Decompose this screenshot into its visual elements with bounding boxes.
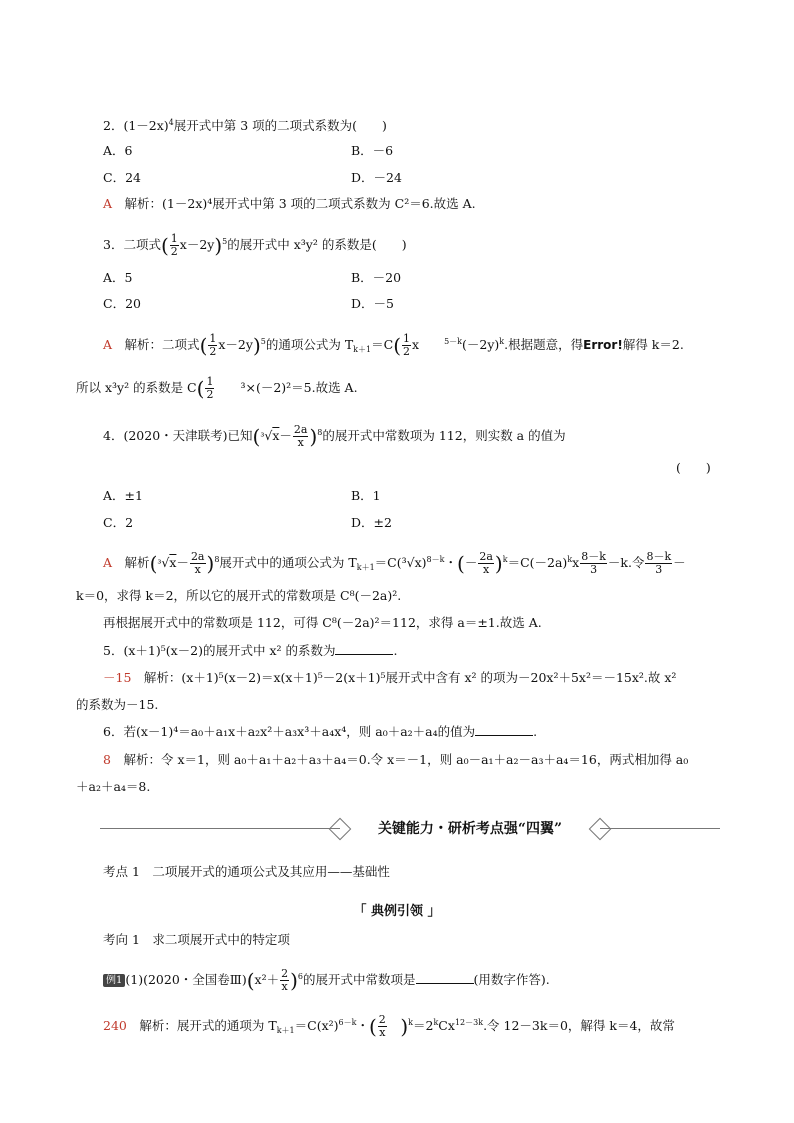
option-d: D．±2 <box>351 515 392 530</box>
option-b: B．－20 <box>351 270 402 285</box>
option-c: C．20 <box>103 296 141 311</box>
section-banner <box>100 814 720 844</box>
answer-blank <box>475 723 533 736</box>
option-d: D．－5 <box>351 296 394 311</box>
option-a: A．5 <box>103 270 133 285</box>
answer-blank <box>335 642 393 655</box>
answer-blank <box>416 971 474 984</box>
option-a: A．±1 <box>103 488 143 503</box>
option-d: D．－24 <box>351 170 402 185</box>
example-tag: 例1 <box>103 974 125 987</box>
document-page: 2．$(1-2x)^4$展开式中第 3 项的二项式系数为( ) A．6 B．－6 C．24 D．－24 A 解析：(1－2x)⁴展开式中第 3 项的二项式系数为 C²＝6.故选 A. 3．二项式( $\frac{1}{2}$ x－2y)$^5$的展开式中 x³y² 的系数是( ) A．5 B．－20 C．20 D．－5 A 解析：二项式( $\frac{1}{2}$ x－2y)$^5$的通项公式为 $T_{k+1}=C$( $\frac{1}{2}$ x $^{5-k}(-2y)^k$.根据题意，得Error!解得 k＝2. 所以 x³y² 的系数是 C( $\frac{1}{2}$ ³×(－2)²＝5.故选 A. 4．(2020・天津联考)已知(³√x－ $\frac{2a}{x}$ )$^8$的展开式中常数项为 112，则实数 a 的值为 ( ) A．±1 B．1 C．2 D．±2 A 解析(³√x－ $\frac{2a}{x}$ )$^8$展开式中的通项公式为 $T_{k+1}=C(^3√x)^{8-k}$・(－ $\frac{2a}{x}$ )$^k=C(-2a)^kx$ $\frac{8-k}{3}$ －k.令 $\frac{8-k}{3}$ － k＝0，求得 k＝2，所以它的展开式的常数项是 C⁸(－2a)². 再根据展开式中的常数项是 112，可得 C⁸(－2a)²＝112，求得 a＝±1.故选 A. 5．(x＋1)⁵(x－2)的展开式中 x² 的系数为 . －15 解析：(x＋1)⁵(x－2)＝x(x＋1)⁵－2(x＋1)⁵展开式中含有 x² 的项为－20x²＋5x²＝－15x².故 x² 的系数为－15. 6．若(x－1)⁴＝a₀＋a₁x＋a₂x²＋a₃x³＋a₄x⁴，则 a₀＋a₂＋a₄的值为 . 8 解析：令 x＝1，则 a₀＋a₁＋a₂＋a₃＋a₄＝0.令 x＝－1，则 a₀－a₁＋a₂－a₃＋a₄＝16，两式相加得 a₀ ＋a₂＋a₄＝8. 关键能力・研析考点强“四翼” 考点 1 二项展开式的通项公式及其应用——基础性 「 典例引领 」 考向 1 求二项展开式中的特定项 例1 (1)(2020・全国卷Ⅲ)(x²＋ $\frac{2}{x}$ )$^6$的展开式中常数项是 (用数字作答). 240 解析：展开式的通项为 $T_{k+1}=C(x^2)^{6-k}$・( $\frac{2}{x}$ )$^k=2^kCx^{12-3k}$.令 12－3k＝0，解得 k＝4，故常 <box>0 0 794 1123</box>
option-b: B．1 <box>351 488 381 503</box>
dianli-heading: 「 典例引领 」 <box>353 904 441 919</box>
option-c: C．2 <box>103 515 134 530</box>
option-c: C．24 <box>103 170 141 185</box>
answer-letter: A <box>103 196 113 211</box>
section-title: 关键能力・研析考点强“四翼” <box>340 817 600 841</box>
option-b: B．－6 <box>351 143 394 158</box>
option-a: A．6 <box>103 143 133 158</box>
